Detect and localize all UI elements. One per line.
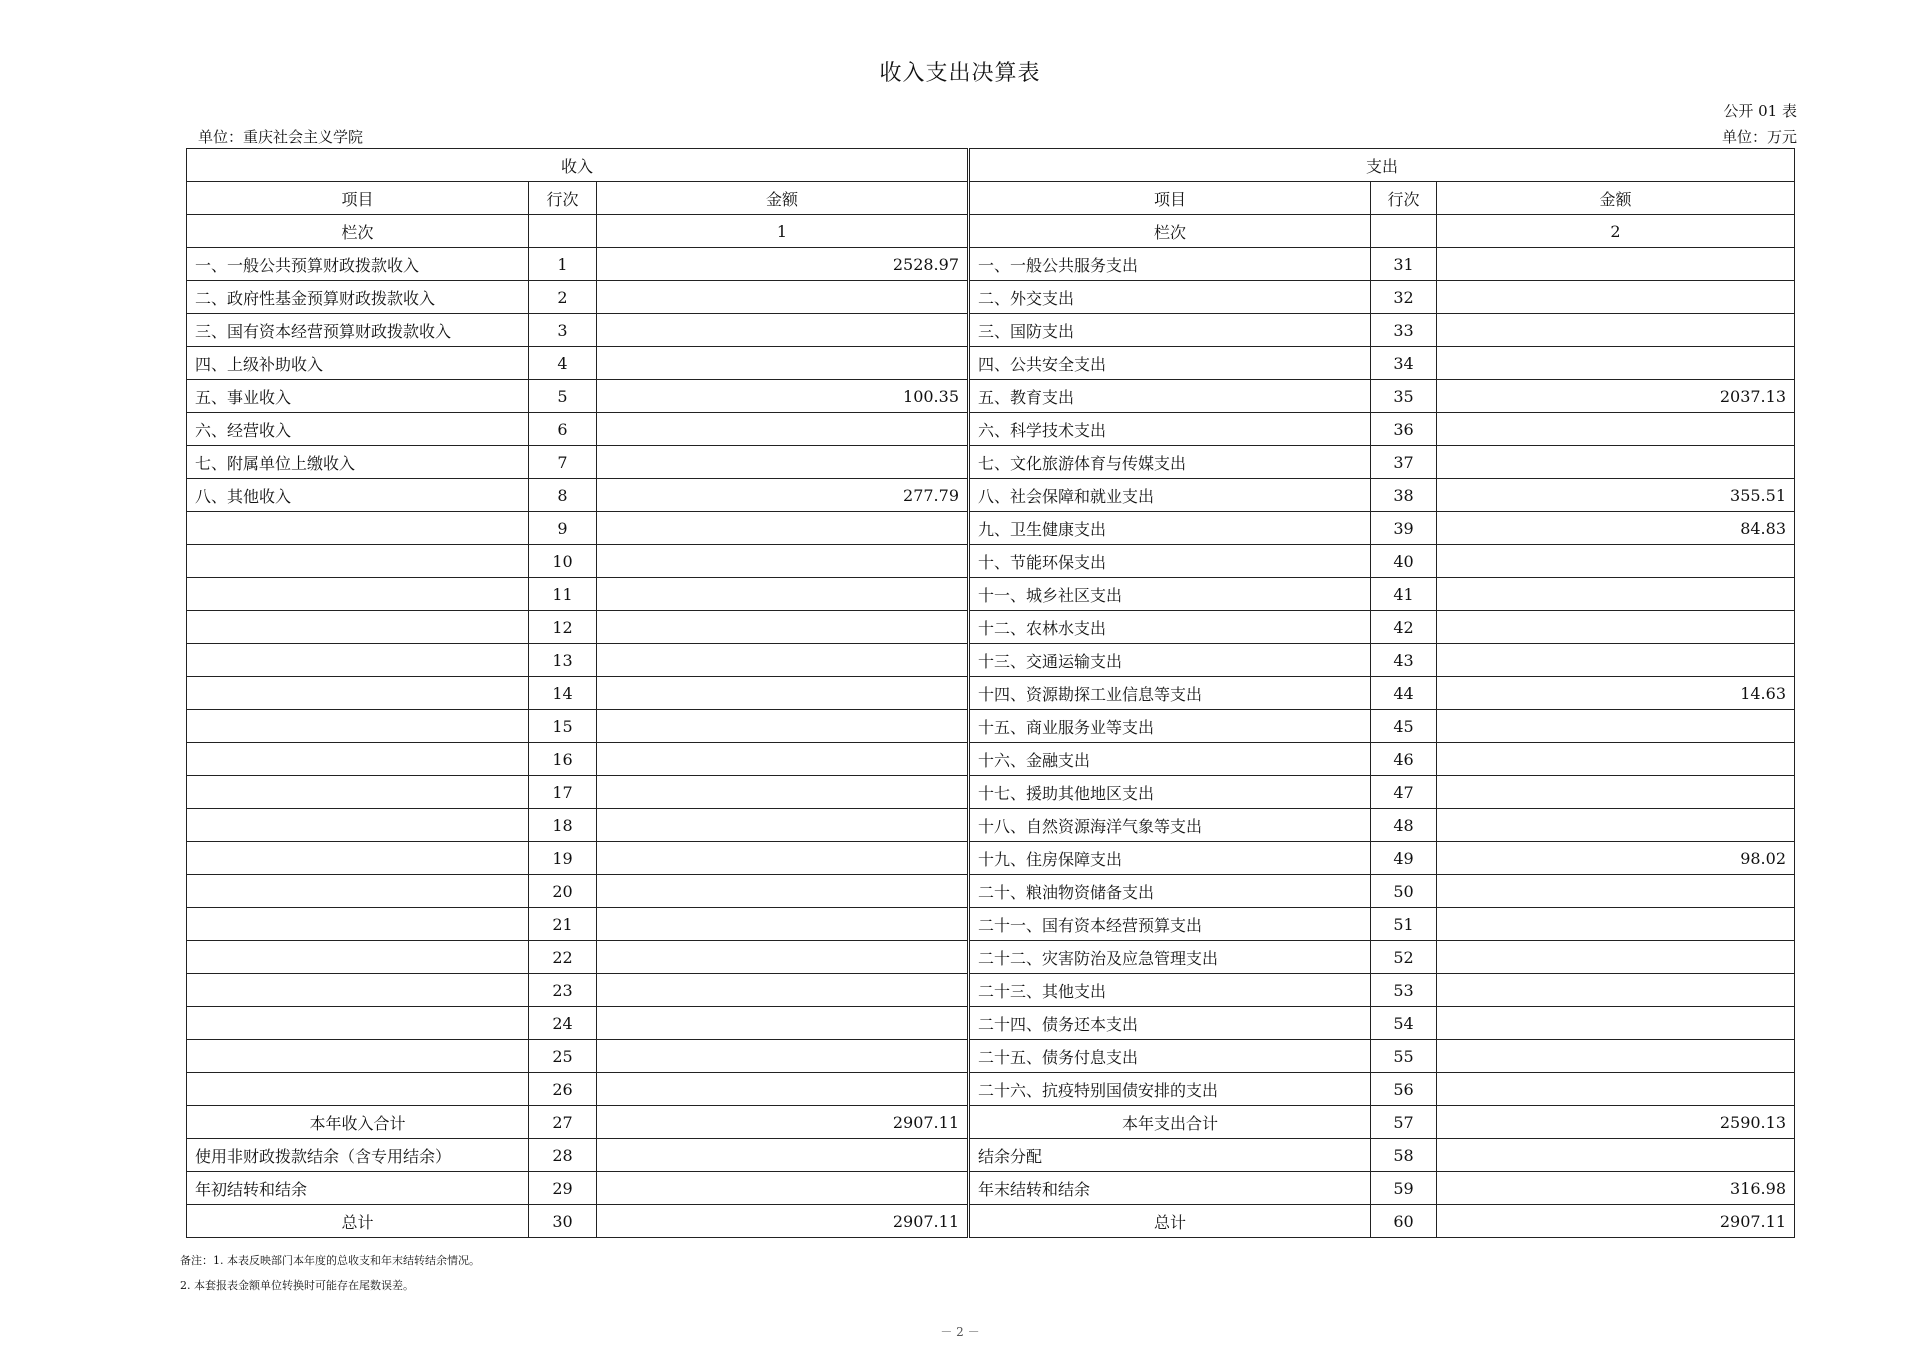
expense-line-cell: 50 [1371,875,1437,908]
summary-row [187,1106,1795,1139]
income-item-cell: 一、一般公共预算财政拨款收入 [187,248,529,281]
income-amount-cell [597,842,969,875]
expense-amount-cell [1437,875,1795,908]
income-amount-cell [597,743,969,776]
expense-item-cell: 十三、交通运输支出 [969,644,1371,677]
income-amount-cell [597,1172,969,1205]
expense-item-cell: 七、文化旅游体育与传媒支出 [969,446,1371,479]
income-line-cell: 17 [529,776,597,809]
income-amount-cell [597,1007,969,1040]
table-row [187,908,1795,941]
income-amount-cell [597,1040,969,1073]
income-item-cell [187,611,529,644]
section-header-row [187,149,1795,182]
income-line-cell: 15 [529,710,597,743]
income-line-header: 行次 [529,182,597,215]
income-amount-cell [597,941,969,974]
income-amount-cell [597,446,969,479]
page-number: － 2 － [940,1325,980,1339]
expense-line-cell: 51 [1371,908,1437,941]
income-line-cell: 7 [529,446,597,479]
expense-amount-cell: 2590.13 [1437,1106,1795,1139]
income-item-cell: 七、附属单位上缴收入 [187,446,529,479]
income-line-cell: 25 [529,1040,597,1073]
income-item-cell [187,1073,529,1106]
expense-line-cell: 56 [1371,1073,1437,1106]
expense-line-cell: 37 [1371,446,1437,479]
income-line-cell: 4 [529,347,597,380]
expense-line-cell: 33 [1371,314,1437,347]
expense-line-cell: 52 [1371,941,1437,974]
expense-amount-cell [1437,941,1795,974]
expense-item-cell: 十六、金融支出 [969,743,1371,776]
income-item-cell: 使用非财政拨款结余（含专用结余） [187,1139,529,1172]
expense-item-cell: 二十一、国有资本经营预算支出 [969,908,1371,941]
expense-amount-cell [1437,710,1795,743]
expense-line-cell: 34 [1371,347,1437,380]
income-amount-cell: 2907.11 [597,1205,969,1238]
expense-line-cell: 47 [1371,776,1437,809]
table-row [187,1073,1795,1106]
expense-line-header: 行次 [1371,182,1437,215]
table-body [187,248,1795,1238]
income-amount-cell: 2907.11 [597,1106,969,1139]
income-item-cell: 二、政府性基金预算财政拨款收入 [187,281,529,314]
expense-column-label: 栏次 [969,215,1371,248]
income-item-cell: 六、经营收入 [187,413,529,446]
expense-amount-cell [1437,413,1795,446]
expense-amount-cell [1437,578,1795,611]
table-row [187,446,1795,479]
expense-item-cell: 十四、资源勘探工业信息等支出 [969,677,1371,710]
expense-amount-cell: 355.51 [1437,479,1795,512]
expense-amount-cell [1437,347,1795,380]
income-line-cell: 19 [529,842,597,875]
income-item-cell [187,875,529,908]
expense-line-cell: 31 [1371,248,1437,281]
table-row [187,1007,1795,1040]
expense-amount-cell [1437,1040,1795,1073]
expense-item-cell: 二十二、灾害防治及应急管理支出 [969,941,1371,974]
income-item-cell [187,743,529,776]
column-number-row [187,215,1795,248]
summary-row [187,1172,1795,1205]
expense-line-cell: 54 [1371,1007,1437,1040]
income-item-cell [187,941,529,974]
income-item-cell [187,512,529,545]
expense-item-header: 项目 [969,182,1371,215]
income-amount-cell: 100.35 [597,380,969,413]
expense-item-cell: 本年支出合计 [969,1106,1371,1139]
income-line-cell: 6 [529,413,597,446]
expense-line-cell: 35 [1371,380,1437,413]
expense-item-cell: 一、一般公共服务支出 [969,248,1371,281]
table-row [187,1040,1795,1073]
income-amount-cell: 2528.97 [597,248,969,281]
table-row [187,281,1795,314]
income-line-cell: 1 [529,248,597,281]
expense-line-cell: 55 [1371,1040,1437,1073]
income-item-cell [187,776,529,809]
income-amount-cell [597,512,969,545]
table-row [187,545,1795,578]
expense-amount-cell [1437,776,1795,809]
income-item-cell [187,578,529,611]
expense-amount-cell: 2907.11 [1437,1205,1795,1238]
expense-line-cell: 42 [1371,611,1437,644]
table-row [187,611,1795,644]
expense-amount-cell [1437,248,1795,281]
summary-row [187,1205,1795,1238]
expense-amount-cell [1437,446,1795,479]
income-section-header: 收入 [187,149,969,182]
expense-line-cell: 57 [1371,1106,1437,1139]
expense-item-cell: 结余分配 [969,1139,1371,1172]
expense-amount-cell: 98.02 [1437,842,1795,875]
expense-line-cell: 59 [1371,1172,1437,1205]
expense-amount-cell [1437,974,1795,1007]
income-item-cell [187,545,529,578]
expense-item-cell: 二十、粮油物资储备支出 [969,875,1371,908]
income-item-cell: 年初结转和结余 [187,1172,529,1205]
expense-item-cell: 十五、商业服务业等支出 [969,710,1371,743]
income-line-cell: 24 [529,1007,597,1040]
table-row [187,776,1795,809]
income-amount-cell [597,347,969,380]
expense-line-cell: 39 [1371,512,1437,545]
income-item-cell [187,677,529,710]
expense-section-header: 支出 [969,149,1795,182]
income-line-cell: 9 [529,512,597,545]
income-amount-cell [597,908,969,941]
expense-amount-cell: 84.83 [1437,512,1795,545]
expense-amount-cell: 14.63 [1437,677,1795,710]
expense-column-number: 2 [1437,215,1795,248]
income-item-cell: 本年收入合计 [187,1106,529,1139]
income-amount-cell [597,611,969,644]
income-line-cell: 14 [529,677,597,710]
expense-line-cell: 32 [1371,281,1437,314]
income-item-cell: 四、上级补助收入 [187,347,529,380]
income-line-cell: 27 [529,1106,597,1139]
form-number: 公开 01 表 [1723,102,1797,120]
note-2: 2. 本套报表金额单位转换时可能存在尾数误差。 [180,1279,414,1292]
income-column-label: 栏次 [187,215,529,248]
income-column-number: 1 [597,215,969,248]
table-row [187,578,1795,611]
summary-row [187,1139,1795,1172]
income-amount-cell [597,974,969,1007]
expense-amount-cell [1437,644,1795,677]
income-item-cell: 八、其他收入 [187,479,529,512]
table-row [187,809,1795,842]
expense-line-cell: 49 [1371,842,1437,875]
income-amount-cell [597,281,969,314]
expense-item-cell: 二、外交支出 [969,281,1371,314]
income-item-cell [187,1040,529,1073]
income-amount-cell [597,314,969,347]
income-amount-cell [597,413,969,446]
income-expense-table [186,148,1795,1238]
income-item-cell [187,908,529,941]
expense-amount-cell: 316.98 [1437,1172,1795,1205]
expense-item-cell: 二十四、债务还本支出 [969,1007,1371,1040]
table-row [187,677,1795,710]
expense-item-cell: 十一、城乡社区支出 [969,578,1371,611]
expense-amount-cell [1437,908,1795,941]
income-line-cell: 16 [529,743,597,776]
expense-amount-cell: 2037.13 [1437,380,1795,413]
expense-line-cell: 60 [1371,1205,1437,1238]
income-line-cell: 2 [529,281,597,314]
income-item-cell: 三、国有资本经营预算财政拨款收入 [187,314,529,347]
income-item-header: 项目 [187,182,529,215]
income-line-cell: 8 [529,479,597,512]
table-row [187,314,1795,347]
table-row [187,413,1795,446]
expense-item-cell: 二十六、抗疫特别国债安排的支出 [969,1073,1371,1106]
expense-line-cell: 46 [1371,743,1437,776]
expense-line-cell: 41 [1371,578,1437,611]
income-line-cell: 12 [529,611,597,644]
income-line-cell: 3 [529,314,597,347]
expense-item-cell: 二十三、其他支出 [969,974,1371,1007]
income-item-cell [187,644,529,677]
table-row [187,842,1795,875]
table-row [187,479,1795,512]
income-line-cell: 13 [529,644,597,677]
income-item-cell: 总计 [187,1205,529,1238]
income-amount-cell [597,1073,969,1106]
income-amount-cell [597,776,969,809]
expense-item-cell: 十九、住房保障支出 [969,842,1371,875]
expense-item-cell: 五、教育支出 [969,380,1371,413]
income-amount-cell [597,578,969,611]
table-row [187,941,1795,974]
expense-amount-cell [1437,809,1795,842]
expense-line-cell: 58 [1371,1139,1437,1172]
expense-amount-cell [1437,314,1795,347]
income-item-cell [187,974,529,1007]
income-amount-cell: 277.79 [597,479,969,512]
expense-item-cell: 六、科学技术支出 [969,413,1371,446]
expense-line-cell: 43 [1371,644,1437,677]
expense-item-cell: 三、国防支出 [969,314,1371,347]
income-column-blank [529,215,597,248]
expense-amount-cell [1437,281,1795,314]
income-item-cell [187,1007,529,1040]
expense-amount-cell [1437,1139,1795,1172]
table-row [187,875,1795,908]
expense-amount-cell [1437,743,1795,776]
table-row [187,974,1795,1007]
expense-line-cell: 44 [1371,677,1437,710]
expense-item-cell: 九、卫生健康支出 [969,512,1371,545]
income-line-cell: 23 [529,974,597,1007]
expense-column-blank [1371,215,1437,248]
income-line-cell: 21 [529,908,597,941]
expense-line-cell: 48 [1371,809,1437,842]
expense-item-cell: 十二、农林水支出 [969,611,1371,644]
table-row [187,248,1795,281]
currency-unit: 单位：万元 [1721,128,1797,146]
expense-item-cell: 总计 [969,1205,1371,1238]
expense-line-cell: 38 [1371,479,1437,512]
income-amount-cell [597,644,969,677]
expense-item-cell: 二十五、债务付息支出 [969,1040,1371,1073]
income-amount-cell [597,545,969,578]
income-line-cell: 11 [529,578,597,611]
income-line-cell: 28 [529,1139,597,1172]
expense-item-cell: 年末结转和结余 [969,1172,1371,1205]
income-amount-cell [597,809,969,842]
expense-line-cell: 40 [1371,545,1437,578]
column-header-row [187,182,1795,215]
expense-amount-header: 金额 [1437,182,1795,215]
table-row [187,644,1795,677]
income-line-cell: 5 [529,380,597,413]
expense-amount-cell [1437,611,1795,644]
table-row [187,380,1795,413]
income-item-cell [187,809,529,842]
income-line-cell: 20 [529,875,597,908]
income-item-cell: 五、事业收入 [187,380,529,413]
income-amount-cell [597,710,969,743]
table-row [187,347,1795,380]
expense-item-cell: 十八、自然资源海洋气象等支出 [969,809,1371,842]
expense-item-cell: 十、节能环保支出 [969,545,1371,578]
income-line-cell: 18 [529,809,597,842]
income-line-cell: 29 [529,1172,597,1205]
income-item-cell [187,710,529,743]
expense-item-cell: 四、公共安全支出 [969,347,1371,380]
income-amount-cell [597,875,969,908]
expense-amount-cell [1437,1073,1795,1106]
table-row [187,512,1795,545]
income-line-cell: 10 [529,545,597,578]
expense-line-cell: 36 [1371,413,1437,446]
page-title: 收入支出决算表 [879,61,1041,86]
income-line-cell: 30 [529,1205,597,1238]
expense-line-cell: 53 [1371,974,1437,1007]
expense-item-cell: 八、社会保障和就业支出 [969,479,1371,512]
income-amount-cell [597,677,969,710]
income-line-cell: 22 [529,941,597,974]
table-row [187,743,1795,776]
income-item-cell [187,842,529,875]
reporting-unit: 单位：重庆社会主义学院 [198,128,364,146]
expense-amount-cell [1437,1007,1795,1040]
income-line-cell: 26 [529,1073,597,1106]
income-amount-header: 金额 [597,182,969,215]
expense-amount-cell [1437,545,1795,578]
table-row [187,710,1795,743]
note-1: 备注：1. 本表反映部门本年度的总收支和年末结转结余情况。 [180,1254,480,1267]
income-amount-cell [597,1139,969,1172]
expense-item-cell: 十七、援助其他地区支出 [969,776,1371,809]
expense-line-cell: 45 [1371,710,1437,743]
